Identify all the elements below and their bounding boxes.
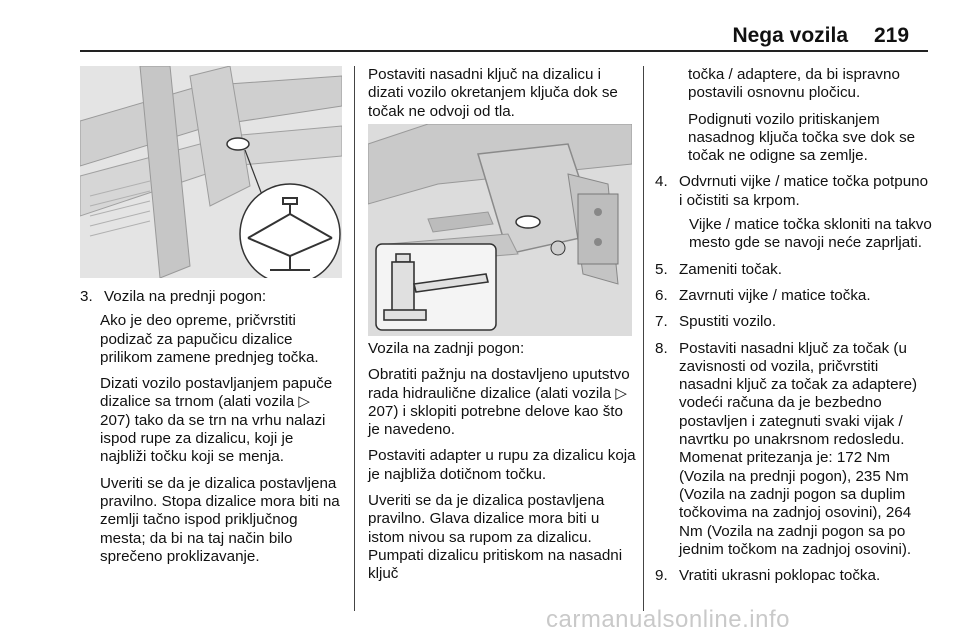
running-header-title: Nega vozila [732, 24, 848, 47]
step-4-text: Odvrnuti vijke / matice točka potpuno i očistiti sa krpom. [679, 173, 929, 209]
column-divider-1 [354, 66, 355, 611]
column-3-text [655, 66, 933, 585]
step-6-number: 6. [655, 286, 668, 304]
step-5-text: Zameniti točak. [679, 260, 782, 278]
jack-front-illustration [80, 66, 342, 278]
figure-jack-rear-drive [368, 124, 632, 336]
column-1-text [80, 288, 342, 574]
step-3 [80, 288, 342, 306]
step-3-paragraph-3: Uveriti se da je dizalica postavljena pravilno. Stopa dizalice mora biti na zemlji tačno ispod priključnog mesta; da bi na taj način bilo sprečeno proklizavanje. [100, 474, 340, 565]
continued-paragraph-2: Podignuti vozilo pritiskanjem nasadnog ključa točka sve dok se točak ne odigne sa zemlje. [688, 110, 916, 165]
figure-jack-front-drive [80, 66, 342, 278]
step-8 [655, 340, 933, 560]
continued-paragraph-1: točka / adaptere, da bi ispravno postavili osnovnu pločicu. [688, 66, 900, 102]
column-2-text [368, 340, 638, 592]
step-3-paragraph-2: Dizati vozilo postavljanjem papuče dizalice sa trnom (alati vozila ▷ 207) tako da se trn na vrhu nalazi ispod rupe za dizalicu, koji je najbliži točku koji se menja. [100, 375, 333, 466]
jack-lift-instruction: Postaviti nasadni ključ na dizalicu i dizati vozilo okretanjem ključa dok se točak ne odvoji od tla. [368, 66, 618, 120]
rear-drive-paragraph-3: Uveriti se da je dizalica postavljena pravilno. Glava dizalice mora biti u istom nivou sa rupom za dizalicu. Pumpati dizalicu pritiskom na nasadni ključ [368, 492, 623, 583]
rear-drive-paragraph-2: Postaviti adapter u rupu za dizalicu koja je najbliža dotičnom točku. [368, 447, 636, 483]
step-3-number: 3. [80, 288, 93, 305]
step-4-subtext: Vijke / matice točka skloniti na takvo mesto gde se navoji neće zaprljati. [689, 216, 932, 252]
step-4-number: 4. [655, 173, 668, 191]
step-3-paragraph-1: Ako je deo opreme, pričvrstiti podizač za papučicu dizalice prilikom zamene prednjeg točka. [100, 312, 319, 366]
step-7 [655, 313, 933, 331]
step-6-text: Zavrnuti vijke / matice točka. [679, 286, 871, 304]
step-3-heading: Vozila na prednji pogon: [104, 288, 267, 305]
column-2-intro [368, 66, 636, 129]
column-divider-2 [643, 66, 644, 611]
step-8-number: 8. [655, 339, 668, 357]
step-8-text: Postaviti nasadni ključ za točak (u zavisnosti od vozila, pričvrstiti nasadni ključ za točak za adaptere) vodeći računa da je bezbedno postavljen i zategnuti svaki vijak / navrtku po unakrsnom redosledu. Momenat pritezanja je: 172 Nm (Vozila na prednji pogon), 235 Nm (Vozila na zadnji pogon sa duplim točkovima na zadnjoj osovini), 264 Nm (Vozila na zadnji pogon sa po jednim točkom na zadnjoj osovini). [679, 339, 918, 558]
step-9 [655, 567, 933, 585]
rear-drive-heading: Vozila na zadnji pogon: [368, 340, 525, 357]
step-4 [655, 173, 933, 210]
step-9-number: 9. [655, 567, 668, 585]
watermark: carmanualsonline.info [546, 606, 790, 633]
page-number: 219 [874, 24, 910, 47]
step-7-text: Spustiti vozilo. [679, 313, 777, 331]
step-5 [655, 261, 933, 279]
rear-drive-paragraph-1: Obratiti pažnju na dostavljeno uputstvo rada hidraulične dizalice (alati vozila ▷ 207) i sklopiti potrebne delove kao što je navedeno. [368, 366, 630, 439]
step-5-number: 5. [655, 260, 668, 278]
step-9-text: Vratiti ukrasni poklopac točka. [679, 567, 881, 585]
header-rule [80, 50, 928, 52]
step-6 [655, 287, 933, 305]
step-7-number: 7. [655, 313, 668, 331]
hydraulic-jack-illustration [368, 124, 632, 336]
